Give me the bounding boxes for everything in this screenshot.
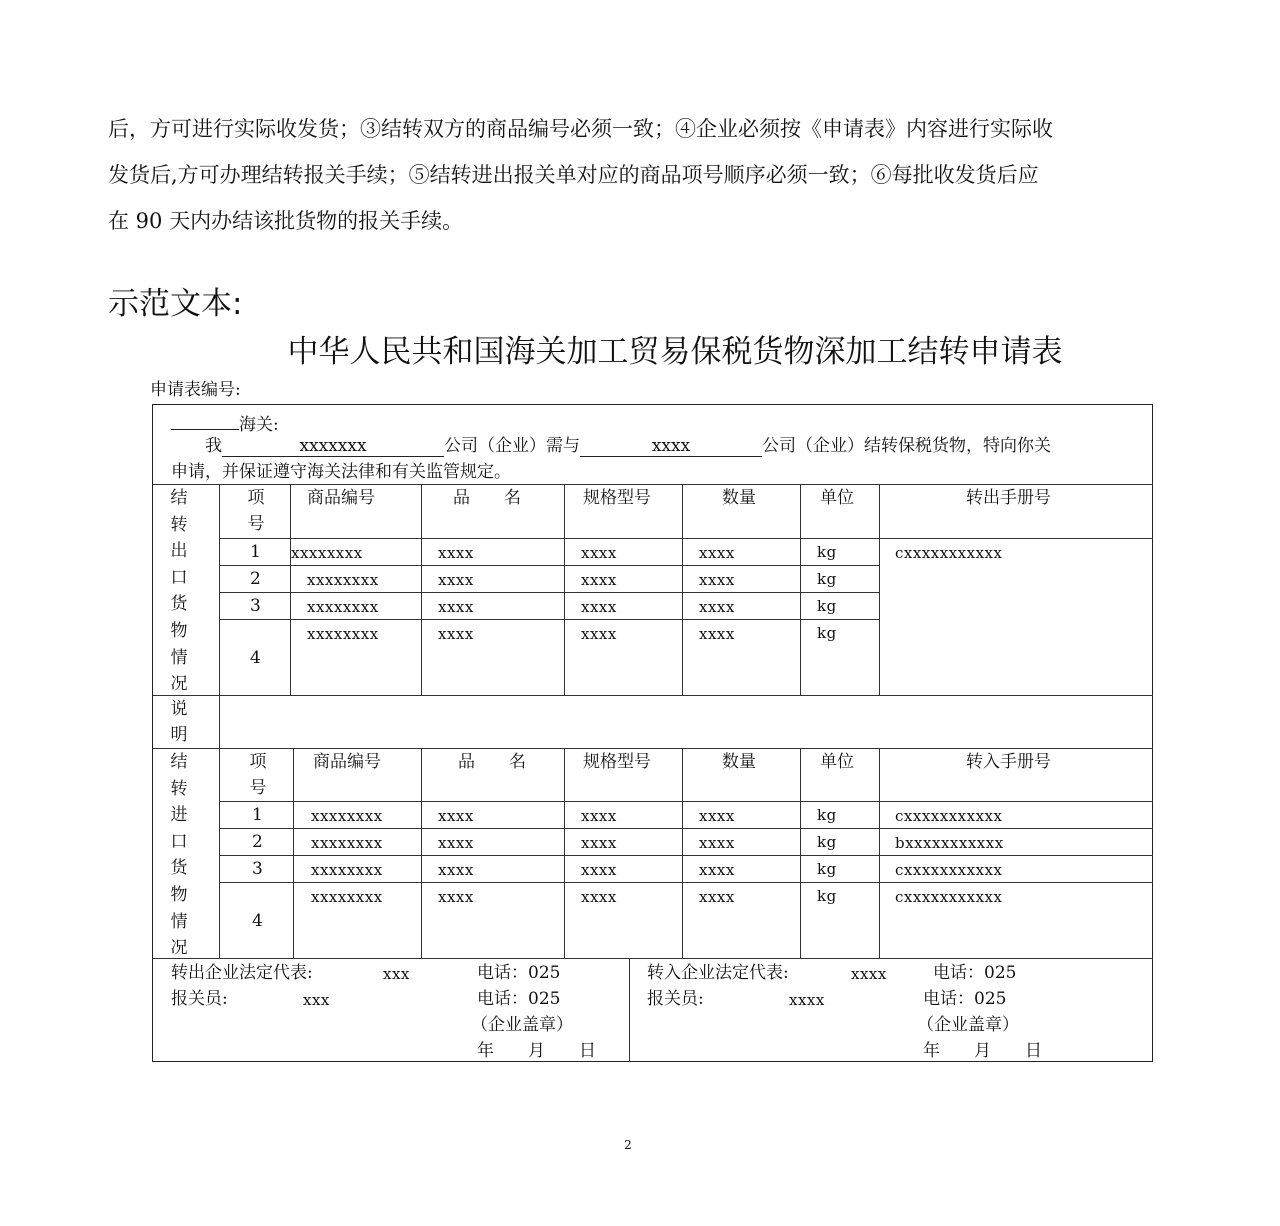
out-broker-label: 报关员: [171, 989, 228, 1009]
sample-heading: 示范文本: [108, 286, 243, 322]
in-broker-label: 报关员: [647, 989, 704, 1009]
row-unit: kg [817, 624, 837, 642]
row-name: xxxx [438, 598, 474, 616]
out-header-manual: 转出手册号 [966, 488, 1051, 508]
rule [153, 958, 1153, 959]
rule [153, 695, 1153, 696]
request-tail: 公司（企业）结转保税货物，特向你关 [762, 436, 1051, 456]
in-rep-value: xxxx [851, 965, 887, 983]
row-manual: cxxxxxxxxxxx [895, 807, 1003, 825]
rule [219, 484, 220, 695]
row-qty: xxxx [699, 861, 735, 879]
out-header-spec: 规格型号 [583, 488, 651, 508]
row-name: xxxx [438, 571, 474, 589]
row-name: xxxx [438, 625, 474, 643]
out-header-code: 商品编号 [307, 488, 375, 508]
row-unit: kg [817, 833, 837, 851]
form-title: 中华人民共和国海关加工贸易保税货物深加工结转申请表 [287, 334, 1063, 370]
row-spec: xxxx [581, 598, 617, 616]
out-seal: （企业盖章） [471, 1015, 573, 1035]
row-manual: cxxxxxxxxxxx [895, 888, 1003, 906]
in-header-code: 商品编号 [313, 752, 381, 772]
row-no: 1 [250, 542, 261, 562]
out-rep-label: 转出企业法定代表: [171, 963, 313, 983]
rule [629, 958, 630, 1062]
out-phone-2: 电话：025 [477, 989, 561, 1009]
in-side-char: 进 [170, 805, 188, 826]
row-unit: kg [817, 597, 837, 615]
row-unit: kg [817, 570, 837, 588]
row-code: xxxxxxxx [291, 544, 363, 562]
row-manual: cxxxxxxxxxxx [895, 861, 1003, 879]
row-qty: xxxx [699, 571, 735, 589]
row-spec: xxxx [581, 807, 617, 825]
rule [564, 484, 565, 695]
customs-suffix: 海关: [239, 415, 279, 435]
in-date: 年 月 日 [923, 1041, 1042, 1061]
row-no: 4 [252, 911, 263, 931]
rule [220, 538, 1153, 539]
out-header-item-1: 项 [247, 488, 265, 508]
note-label-2: 明 [170, 725, 188, 745]
row-manual: cxxxxxxxxxxx [895, 544, 1003, 562]
rule [800, 484, 801, 695]
out-header-item-2: 号 [247, 514, 265, 534]
row-qty: xxxx [699, 807, 735, 825]
in-header-unit: 单位 [820, 752, 854, 772]
rule [290, 484, 291, 695]
rule [219, 695, 220, 748]
out-header-name: 品 名 [453, 488, 521, 508]
row-qty: xxxx [699, 888, 735, 906]
row-code: xxxxxxxx [311, 807, 383, 825]
row-unit: kg [817, 860, 837, 878]
in-side-char: 结 [170, 752, 188, 772]
rule [564, 748, 565, 958]
in-rep-label: 转入企业法定代表: [647, 963, 789, 983]
intro-line-2: 发货后,方可办理结转报关手续；⑤结转进出报关单对应的商品项号顺序必须一致；⑥每批收发货后应 [108, 163, 1039, 187]
in-seal: （企业盖章） [917, 1015, 1019, 1035]
rule [421, 748, 422, 958]
out-rep-value: xxx [383, 965, 410, 983]
out-side-char: 货 [170, 594, 188, 615]
in-header-name: 品 名 [458, 752, 526, 772]
in-phone-1: 电话：025 [933, 963, 1017, 983]
in-side-char: 口 [170, 831, 188, 852]
row-spec: xxxx [581, 625, 617, 643]
row-no: 3 [252, 859, 263, 879]
company-a-field: xxxxxxx [222, 434, 444, 457]
customs-blank [171, 407, 239, 430]
rule [879, 748, 880, 958]
row-no: 3 [250, 596, 261, 616]
row-name: xxxx [438, 834, 474, 852]
row-qty: xxxx [699, 598, 735, 616]
row-name: xxxx [438, 807, 474, 825]
row-qty: xxxx [699, 544, 735, 562]
in-phone-2: 电话：025 [923, 989, 1007, 1009]
in-header-qty: 数量 [722, 752, 756, 772]
row-name: xxxx [438, 544, 474, 562]
in-header-spec: 规格型号 [583, 752, 651, 772]
out-side-char: 结 [170, 488, 188, 508]
row-unit: kg [817, 806, 837, 824]
out-broker-value: xxx [303, 991, 330, 1009]
application-form [152, 404, 1153, 1062]
out-side-char: 口 [170, 567, 188, 588]
out-side-char: 物 [170, 621, 188, 641]
row-spec: xxxx [581, 861, 617, 879]
out-side-char: 况 [170, 674, 188, 695]
row-spec: xxxx [581, 888, 617, 906]
out-date: 年 月 日 [477, 1041, 596, 1061]
out-side-char: 转 [170, 514, 188, 535]
in-header-item-1: 项 [249, 752, 267, 772]
row-code: xxxxxxxx [307, 625, 379, 643]
rule [800, 748, 801, 958]
rule [219, 748, 220, 958]
note-label-1: 说 [170, 699, 188, 719]
request-prefix: 我 [205, 436, 222, 456]
row-manual: bxxxxxxxxxxx [895, 834, 1004, 852]
row-qty: xxxx [699, 834, 735, 852]
page-number: 2 [624, 1138, 632, 1152]
row-unit: kg [817, 543, 837, 561]
out-header-qty: 数量 [722, 488, 756, 508]
row-name: xxxx [438, 888, 474, 906]
request-line-2: 申请，并保证遵守海关法律和有关监管规定。 [171, 462, 511, 482]
intro-line-1: 后，方可进行实际收发货；③结转双方的商品编号必须一致；④企业必须按《申请表》内容进行实际收 [108, 117, 1053, 141]
row-no: 4 [250, 648, 261, 668]
row-code: xxxxxxxx [311, 888, 383, 906]
in-side-char: 物 [170, 885, 188, 905]
form-number-label: 申请表编号: [150, 380, 241, 400]
row-no: 1 [252, 805, 263, 825]
in-side-char: 转 [170, 778, 188, 799]
out-header-unit: 单位 [820, 488, 854, 508]
rule [421, 484, 422, 695]
row-name: xxxx [438, 861, 474, 879]
in-header-manual: 转入手册号 [966, 752, 1051, 772]
row-spec: xxxx [581, 544, 617, 562]
company-label-a: 公司（企业）需与 [444, 436, 580, 456]
row-spec: xxxx [581, 571, 617, 589]
rule [220, 801, 1153, 802]
row-code: xxxxxxxx [307, 571, 379, 589]
request-line [205, 433, 1051, 459]
rule [879, 484, 880, 695]
out-side-char: 出 [170, 541, 188, 562]
row-unit: kg [817, 887, 837, 905]
in-side-char: 情 [170, 911, 188, 932]
row-spec: xxxx [581, 834, 617, 852]
row-code: xxxxxxxx [307, 598, 379, 616]
row-no: 2 [252, 832, 263, 852]
in-side-char: 况 [170, 938, 188, 959]
row-code: xxxxxxxx [311, 861, 383, 879]
rule [682, 748, 683, 958]
rule [293, 748, 294, 958]
in-side-char: 货 [170, 858, 188, 879]
row-no: 2 [250, 569, 261, 589]
row-qty: xxxx [699, 625, 735, 643]
company-b-field: xxxx [580, 434, 762, 457]
intro-line-3: 在 90 天内办结该批货物的报关手续。 [108, 209, 464, 233]
in-broker-value: xxxx [789, 991, 825, 1009]
rule [682, 484, 683, 695]
in-header-item-2: 号 [249, 778, 267, 798]
row-code: xxxxxxxx [311, 834, 383, 852]
out-phone-1: 电话：025 [477, 963, 561, 983]
out-side-char: 情 [170, 647, 188, 668]
